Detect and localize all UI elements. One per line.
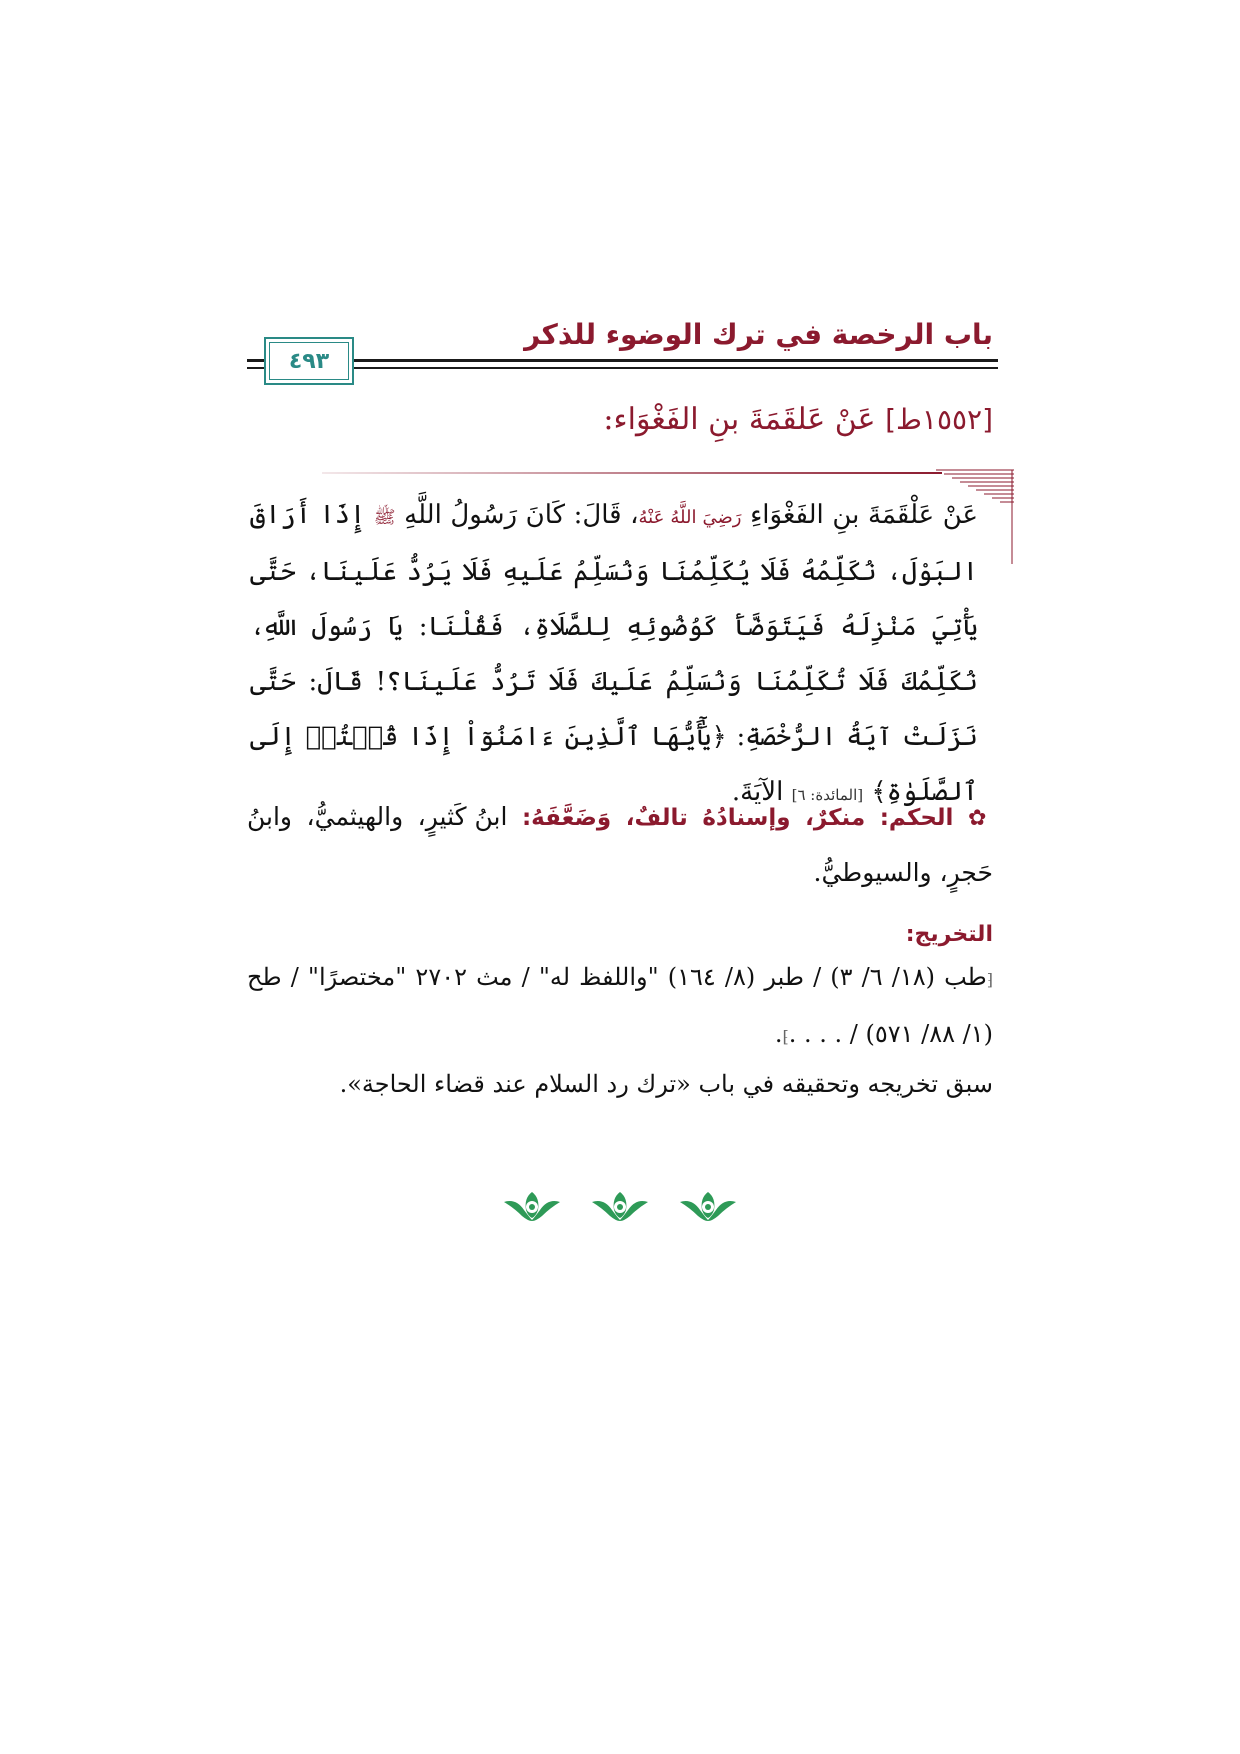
lotus-ornament-icon bbox=[590, 1188, 650, 1222]
hadith-number: [١٥٥٢ط] bbox=[885, 403, 993, 436]
flower-icon: ✿ bbox=[967, 806, 993, 831]
hadith-text-part: عَنْ عَلْقَمَةَ بنِ الفَغْوَاءِ bbox=[750, 500, 979, 530]
divider-line bbox=[322, 472, 942, 474]
bracket-open-icon: ⁅ bbox=[986, 970, 994, 989]
ruling-label: الحكم: bbox=[879, 805, 954, 831]
section-end-ornaments bbox=[0, 1188, 1240, 1222]
ruling-paragraph bbox=[247, 790, 993, 900]
chapter-title: باب الرخصة في ترك الوضوء للذكر bbox=[524, 318, 993, 351]
hadith-text-part: إِذَا أَرَاقَ البَوْلَ، نُكَلِّمُهُ فَلَا يُكَلِّمُنَا وَنُسَلِّمُ عَلَيهِ فَلَا يَرُدُّ عَلَينَا، حَتَّى يَأْتِيَ مَنْزِلَهُ فَيَتَوَضَّأَ كَوُضُوئِهِ لِلصَّلَاةِ، فَقُلْنَا: يَا رَسُولَ اللَّهِ، نُكَلِّمُكَ فَلَا تُكَلِّمُنَا وَنُسَلِّمُ عَلَيكَ فَلَا تَرُدُّ عَلَينَا؟! قَالَ: حَتَّى نَزَلَتْ آيَةُ الرُّخْصَةِ: bbox=[250, 500, 979, 752]
ruling-verdict: منكرٌ، وإسنادُهُ تالفٌ، وَضَعَّفَهُ: bbox=[521, 805, 866, 831]
ruling-text: ابنُ كَثيرٍ، والهيثميُّ، وابنُ حَجرٍ، والسيوطيُّ. bbox=[247, 802, 993, 887]
honorific-radiallahu: رَضِيَ اللَّهُ عَنْهُ bbox=[638, 507, 742, 528]
lotus-ornament-icon bbox=[502, 1188, 562, 1222]
bracket-close-icon: ⁆ bbox=[782, 1027, 789, 1046]
takhrij-text: ⁅طب (١٨/ ٦/ ٣) / طبر (٨/ ١٦٤) "واللفظ له" / مث ٢٧٠٢ "مختصرًا" / طح (١/ ٨٨/ ٥٧١) / . . . .⁆. bbox=[247, 963, 994, 1048]
honorific-salla: ﷺ bbox=[373, 507, 396, 528]
quran-verse: ﴿يَٰٓأَيُّهَا ٱلَّذِينَ ءَامَنُوٓاْ إِذَا قُمۡتُمۡ إِلَى ٱلصَّلَوٰةِ﴾ bbox=[250, 722, 978, 807]
takhrij-sources: طب (١٨/ ٦/ ٣) / طبر (٨/ ١٦٤) "واللفظ له" / مث ٢٧٠٢ "مختصرًا" / طح (١/ ٨٨/ ٥٧١) / . . . . bbox=[247, 963, 993, 1048]
page-number-frame bbox=[264, 337, 354, 385]
quran-reference: [المائدة: ٦] bbox=[791, 786, 864, 804]
lotus-ornament-icon bbox=[678, 1188, 738, 1222]
header-rule-thin bbox=[247, 367, 998, 369]
hadith-text bbox=[250, 488, 978, 823]
takhrij-heading: التخريج: bbox=[905, 922, 993, 947]
hadith-title: عَنْ عَلقَمَةَ بنِ الفَغْوَاء: bbox=[603, 402, 876, 437]
hadith-text-end: الآيَةَ. bbox=[731, 777, 784, 807]
header-rule bbox=[247, 359, 998, 362]
takhrij-note: سبق تخريجه وتحقيقه في باب «ترك رد السلام عند قضاء الحاجة». bbox=[339, 1070, 993, 1098]
hadith-heading bbox=[603, 402, 993, 437]
hadith-text-part: ، قَالَ: كَانَ رَسُولُ اللَّهِ bbox=[404, 500, 639, 530]
page-number: ٤٩٣ bbox=[281, 349, 337, 374]
